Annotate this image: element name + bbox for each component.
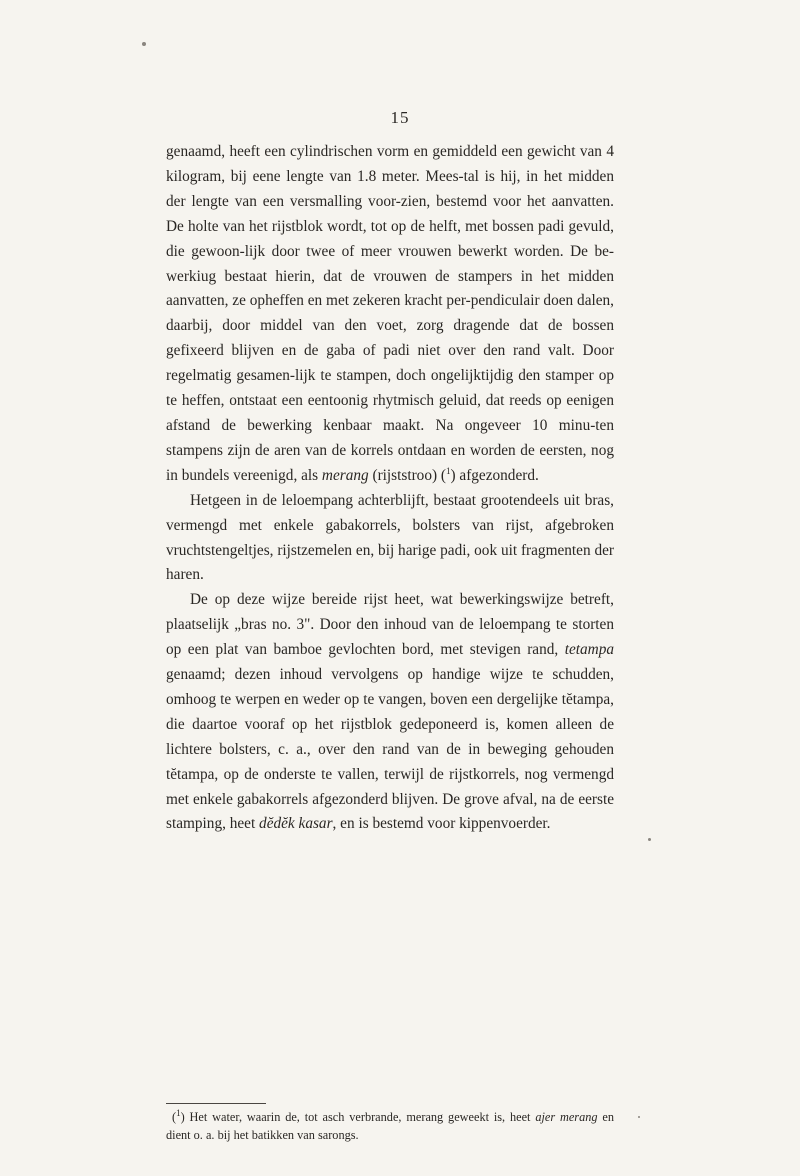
footnote-divider (166, 1103, 266, 1104)
footnotes (166, 1108, 614, 1144)
ink-speck (648, 838, 651, 841)
paragraph (166, 140, 614, 489)
text-run: ) afgezonderd. (450, 466, 539, 484)
italic-term: ajer merang (535, 1110, 598, 1124)
body-text (166, 140, 614, 837)
ink-speck (638, 1116, 640, 1118)
page-number: 15 (390, 108, 410, 127)
paragraph (166, 588, 614, 837)
italic-term: tetampa (564, 641, 614, 659)
ink-speck (142, 42, 146, 46)
text-run: genaamd; dezen inhoud vervolgens op handige wijze te schudden, omhoog te werpen en weder op te vangen, boven een dergelijke tĕtampa, die daartoe vooraf op het rijstblok gedeponeerd is, komen alleen de lichtere bolsters, c. a., over den rand van de in beweging gehouden tĕtampa, op de onderste te vallen, terwijl de rijstkorrels, nog vermengd met enkele gabakorrels afgezonderd blijven. De grove afval, na de eerste stamping, heet (166, 666, 614, 833)
text-run: ( (172, 1110, 177, 1124)
text-run: genaamd, heeft een cylindrischen vorm en gemiddeld een gewicht van 4 kilogram, bij eene lengte van 1.8 meter. Mees-tal is hij, in het midden der lengte van een versmalling voor-zien, bestemd voor het aanvatten. De holte van het rijstblok wordt, tot op de helft, met bossen padi gevuld, die gewoon-lijk door twee of meer vrouwen bewerkt worden. De be-werkiug bestaat hierin, dat de vrouwen de stampers in het midden aanvatten, ze opheffen en met zekeren kracht per-pendiculair doen dalen, daarbij, door middel van den voet, zorg dragende dat de bossen gefixeerd blijven en de gaba of padi niet over den rand valt. Door regelmatig gesamen-lijk te stampen, doch ongelijktijdig den stamper op te heffen, ontstaat een eentoonig rhytmisch geluid, dat reeds op eenigen afstand de bewerking kenbaar maakt. Na ongeveer 10 minu-ten stampens zijn de aren van de korrels ontdaan en worden de eersten, nog in bundels vereenigd, als (166, 143, 614, 484)
text-run: en dient o. a. bij het batikken van sarongs. (166, 1110, 614, 1142)
text-run: ) Het water, waarin de, tot asch verbrande, merang geweekt is, heet (180, 1110, 536, 1124)
text-run: Hetgeen in de leloempang achterblijft, bestaat grootendeels uit bras, vermengd met enkele gabakorrels, bolsters van rijst, afgebroken vruchtstengeltjes, rijstzemelen en, bij harige padi, ook uit fragmenten der haren. (166, 491, 614, 584)
text-run: (rijststroo) ( (368, 466, 446, 484)
italic-term: dĕdĕk kasar (259, 815, 333, 833)
text-run: , en is bestemd voor kippenvoerder. (332, 815, 551, 833)
text-run: De op deze wijze bereide rijst heet, wat bewerkingswijze betreft, plaatselijk „bras no. 3". Door den inhoud van de leloempang te storten op een plat van bamboe gevlochten bord, met stevigen rand, (166, 591, 614, 659)
footnote-marker: 1 (445, 465, 451, 476)
italic-term: merang (321, 466, 369, 484)
footnote (166, 1108, 614, 1144)
footnote-marker: 1 (176, 1107, 181, 1118)
paragraph (166, 489, 614, 589)
